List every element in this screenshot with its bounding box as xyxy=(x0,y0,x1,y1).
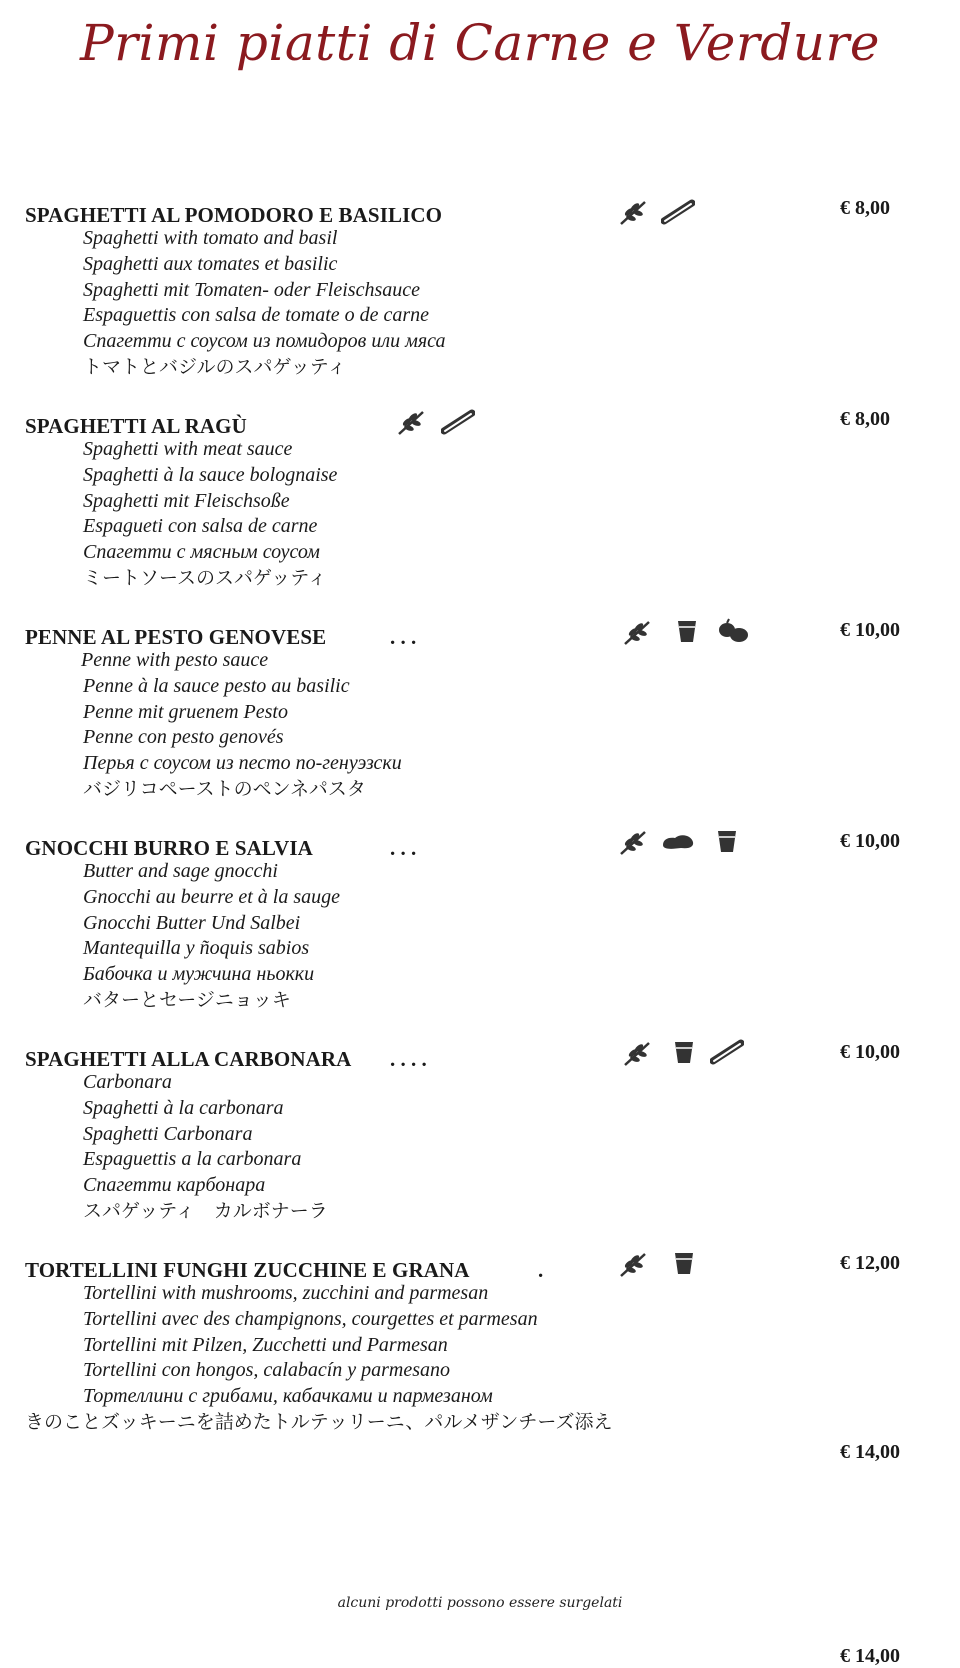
description-line: Penne with pesto sauce xyxy=(81,649,269,671)
dish-name: SPAGHETTI AL RAGÙ xyxy=(25,414,247,438)
description-line: Spaghetti Carbonara xyxy=(83,1122,253,1145)
price: € 14,00 xyxy=(840,1441,900,1463)
description-line-japanese: バターとセージニョッキ xyxy=(83,988,291,1011)
description-line: Tortellini mit Pilzen, Zucchetti und Parmesan xyxy=(83,1333,448,1356)
page-title: Primi piatti di Carne e Verdure xyxy=(80,14,880,72)
price: € 14,00 xyxy=(840,1645,900,1667)
price: € 10,00 xyxy=(840,830,900,852)
pasta-icon xyxy=(710,1038,744,1066)
leader-dots: . . . xyxy=(390,836,417,860)
wheat-icon xyxy=(621,1039,655,1067)
footnote: alcuni prodotti possono essere surgelati xyxy=(337,1595,623,1611)
description-line: Penne à la sauce pesto au basilic xyxy=(83,674,350,697)
wheat-icon xyxy=(617,198,651,226)
pasta-icon xyxy=(661,198,695,226)
dish-name: PENNE AL PESTO GENOVESE xyxy=(25,625,327,649)
leader-dots: . xyxy=(538,1258,544,1282)
milk-icon xyxy=(667,1249,701,1277)
description-line: Mantequilla y ñoquis sabios xyxy=(83,937,310,960)
description-line: Спагетти с соусом из помидоров или мяса xyxy=(83,330,446,353)
description-line: Перья с соусом из песто по-генуэзски xyxy=(83,752,402,775)
leader-dots: . . . . xyxy=(390,1047,427,1071)
description-line: Spaghetti mit Fleischsoße xyxy=(83,489,290,512)
wheat-icon xyxy=(395,408,429,436)
wheat-icon xyxy=(617,828,651,856)
description-line: Spaghetti aux tomates et basilic xyxy=(83,252,338,275)
butter-icon xyxy=(661,827,695,855)
description-line: Espagueti con salsa de carne xyxy=(83,515,318,538)
price: € 8,00 xyxy=(840,197,890,219)
description-line: Спагетти карбонара xyxy=(83,1174,266,1197)
nuts-icon xyxy=(716,618,750,646)
description-line-japanese: きのことズッキーニを詰めたトルテッリーニ、パルメザンチーズ添え xyxy=(25,1410,613,1433)
description-line: Spaghetti mit Tomaten- oder Fleischsauce xyxy=(83,278,420,301)
description-line-japanese: バジリコペーストのペンネパスタ xyxy=(83,777,366,800)
description-line: Tortellini avec des champignons, courgettes et parmesan xyxy=(83,1307,538,1330)
dish-name: SPAGHETTI AL POMODORO E BASILICO xyxy=(25,203,443,227)
dish-name: TORTELLINI FUNGHI ZUCCHINE E GRANA xyxy=(25,1258,470,1282)
description-line: Butter and sage gnocchi xyxy=(83,860,278,882)
description-line: Spaghetti with tomato and basil xyxy=(83,227,338,249)
description-line: Espaguettis a la carbonara xyxy=(83,1148,302,1171)
description-line-japanese: トマトとバジルのスパゲッティ xyxy=(83,355,347,378)
description-line: Бабочка и мужчина ньокки xyxy=(83,963,315,986)
price: € 8,00 xyxy=(840,408,890,430)
description-line: Penne con pesto genovés xyxy=(83,726,284,749)
dish-name: GNOCCHI BURRO E SALVIA xyxy=(25,836,313,860)
description-line: Penne mit gruenem Pesto xyxy=(83,700,288,723)
wheat-icon xyxy=(617,1250,651,1278)
price: € 12,00 xyxy=(840,1252,900,1274)
description-line: Gnocchi au beurre et à la sauge xyxy=(83,885,340,908)
milk-icon xyxy=(670,617,704,645)
milk-icon xyxy=(667,1038,701,1066)
milk-icon xyxy=(710,827,744,855)
description-line: Спагетти с мясным соусом xyxy=(83,541,320,564)
price: € 10,00 xyxy=(840,619,900,641)
description-line: Carbonara xyxy=(83,1071,172,1093)
description-line: Spaghetti à la sauce bolognaise xyxy=(83,463,338,486)
description-line: Тортеллини с грибами, кабачками и пармезаном xyxy=(83,1385,493,1408)
description-line: Gnocchi Butter Und Salbei xyxy=(83,911,301,934)
pasta-icon xyxy=(441,408,475,436)
description-line: Tortellini con hongos, calabacín y parmesano xyxy=(83,1359,451,1382)
dish-name: SPAGHETTI ALLA CARBONARA xyxy=(25,1047,352,1071)
leader-dots: . . . xyxy=(390,625,417,649)
description-line: Espaguettis con salsa de tomate o de carne xyxy=(83,304,430,327)
description-line: Tortellini with mushrooms, zucchini and parmesan xyxy=(83,1282,489,1304)
wheat-icon xyxy=(621,618,655,646)
description-line-japanese: スパゲッティ カルボナーラ xyxy=(83,1199,328,1222)
description-line-japanese: ミートソースのスパゲッティ xyxy=(83,566,327,589)
description-line: Spaghetti with meat sauce xyxy=(83,438,293,460)
description-line: Spaghetti à la carbonara xyxy=(83,1096,284,1119)
price: € 10,00 xyxy=(840,1041,900,1063)
